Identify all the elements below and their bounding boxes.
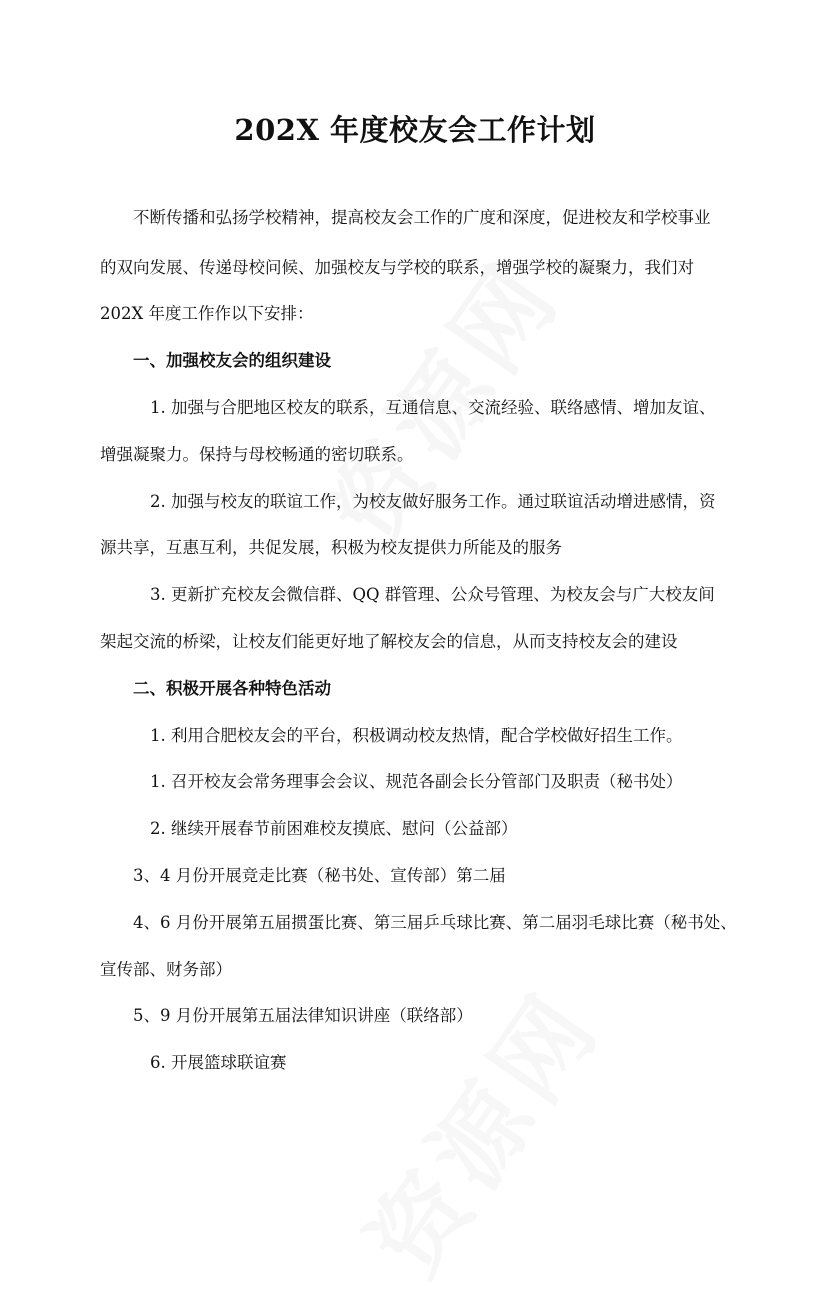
section-2-line-5: 4、6 月份开展第五届掼蛋比赛、第三届乒乓球比赛、第二届羽毛球比赛（秘书处、 bbox=[133, 913, 737, 932]
section-1-item-3-line-2: 架起交流的桥梁，让校友们能更好地了解校友会的信息，从而支持校友会的建设 bbox=[100, 632, 678, 651]
intro-line-2: 的双向发展、传递母校问候、加强校友与学校的联系，增强学校的凝聚力，我们对 bbox=[100, 258, 694, 277]
section-1-heading: 一、加强校友会的组织建设 bbox=[133, 351, 331, 370]
section-2-line-3: 2. 继续开展春节前困难校友摸底、慰问（公益部） bbox=[150, 819, 518, 838]
section-1-item-3-line-1: 3. 更新扩充校友会微信群、QQ 群管理、公众号管理、为校友会与广大校友间 bbox=[150, 585, 715, 604]
section-2-line-1: 1. 利用合肥校友会的平台，积极调动校友热情，配合学校做好招生工作。 bbox=[150, 726, 683, 745]
section-2-heading: 二、积极开展各种特色活动 bbox=[133, 679, 331, 698]
section-2-line-7: 5、9 月份开展第五届法律知识讲座（联络部） bbox=[133, 1006, 473, 1025]
intro-line-1: 不断传播和弘扬学校精神，提高校友会工作的广度和深度，促进校友和学校事业 bbox=[133, 208, 711, 227]
intro-line-3: 202X 年度工作作以下安排： bbox=[100, 304, 314, 323]
section-2-line-6: 宣传部、财务部） bbox=[100, 960, 232, 979]
section-1-item-2-line-2: 源共享，互惠互利，共促发展，积极为校友提供力所能及的服务 bbox=[100, 538, 562, 557]
section-2-line-8: 6. 开展篮球联谊赛 bbox=[150, 1053, 287, 1072]
document-title: 202X 年度校友会工作计划 bbox=[234, 113, 596, 147]
section-2-line-4: 3、4 月份开展竞走比赛（秘书处、宣传部）第二届 bbox=[133, 866, 506, 885]
section-1-item-1-line-2: 增强凝聚力。保持与母校畅通的密切联系。 bbox=[100, 445, 414, 464]
section-2-line-2: 1. 召开校友会常务理事会会议、规范各副会长分管部门及职责（秘书处） bbox=[150, 772, 683, 791]
section-1-item-1-line-1: 1. 加强与合肥地区校友的联系，互通信息、交流经验、联络感情、增加友谊、 bbox=[150, 398, 716, 417]
section-1-item-2-line-1: 2. 加强与校友的联谊工作，为校友做好服务工作。通过联谊活动增进感情，资 bbox=[150, 492, 716, 511]
